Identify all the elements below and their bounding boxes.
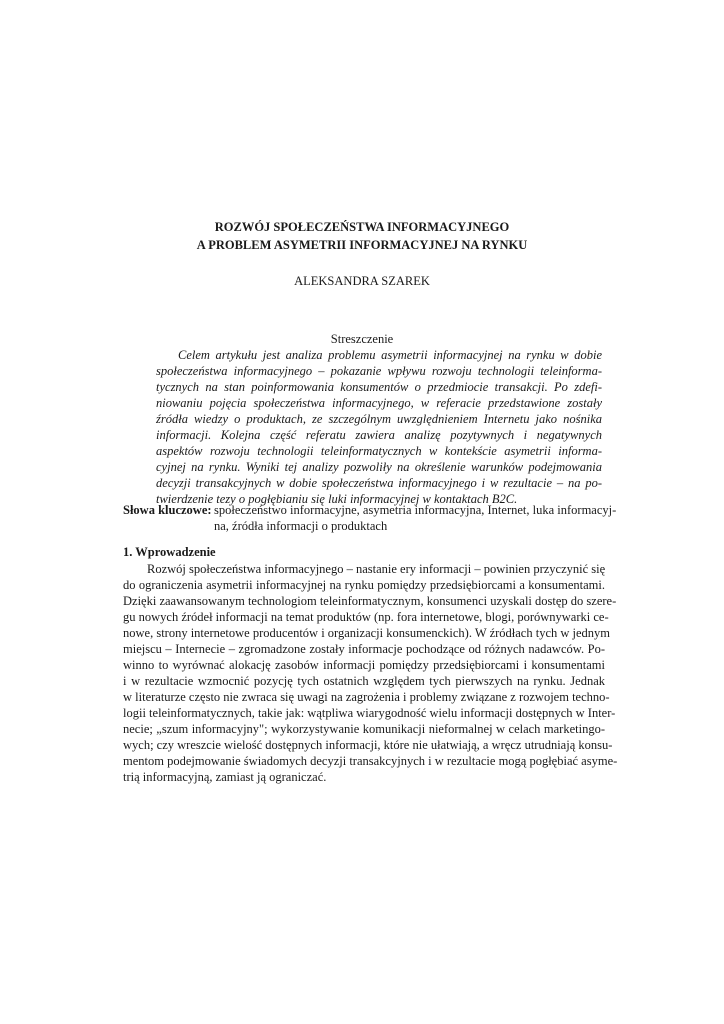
body-line: gu nowych źródeł informacji na temat produktów (np. fora internetowe, blogi, porównywarki ce- xyxy=(123,610,609,624)
keywords-line-2: na, źródła informacji o produktach xyxy=(214,519,388,533)
body-line: wych; czy wreszcie wielość dostępnych informacji, które nie ułatwiają, a wręcz utrudniają konsu- xyxy=(123,738,613,752)
abstract-line: aspektów rozwoju technologii teleinformatycznych w kontekście asymetrii informa- xyxy=(156,444,602,458)
body-line: Dzięki zaawansowanym technologiom teleinformatycznym, konsumenci uzyskali dostęp do szere- xyxy=(123,594,617,608)
abstract-line: źródła wiedzy o produktach, ze szczególnym uwzględnieniem Internetu jako nośnika xyxy=(156,412,602,426)
body-line: logii teleinformatycznych, takie jak: wątpliwa wiarygodność wielu informacji dostępnych w Inter- xyxy=(123,706,616,720)
body-line: mentom podejmowanie świadomych decyzji transakcyjnych i w rezultacie mogą pogłębiać asyme- xyxy=(123,754,618,768)
keywords-line-1: społeczeństwo informacyjne, asymetria informacyjna, Internet, luka informacyj- xyxy=(214,503,617,517)
body-line: i w rezultacie wzmocnić pozycję tych ostatnich względem tych pierwszych na rynku. Jednak xyxy=(123,674,605,688)
keywords-label: Słowa kluczowe: xyxy=(123,503,212,517)
body-line: trią informacyjną, zamiast ją ograniczać. xyxy=(123,770,327,784)
abstract-line: cyjnej na rynku. Wyniki tej analizy pozwoliły na określenie warunków podejmowania xyxy=(156,460,602,474)
abstract-line: Celem artykułu jest analiza problemu asymetrii informacyjnej na rynku w dobie xyxy=(178,348,602,362)
abstract-line: informacji. Kolejna część referatu zawiera analizę pozytywnych i negatywnych xyxy=(156,428,602,442)
abstract-line: tycznych na stan poinformowania konsumentów o przedmiocie transakcji. Po zdefi- xyxy=(156,380,602,394)
body-line: winno to wyrównać alokację zasobów informacji pomiędzy przedsiębiorcami i konsumentami xyxy=(123,658,605,672)
body-line: necie; „szum informacyjny"; wykorzystywanie komunikacji nieformalnej w celach marketingo- xyxy=(123,722,605,736)
title-line-2: A PROBLEM ASYMETRII INFORMACYJNEJ NA RYNKU xyxy=(196,238,528,252)
title-line-1: ROZWÓJ SPOŁECZEŃSTWA INFORMACYJNEGO xyxy=(214,220,510,234)
body-line: nowe, strony internetowe producentów i organizacji konsumenckich). W źródłach tych w jednym xyxy=(123,626,611,640)
body-line: w literaturze często nie zwraca się uwagi na zagrożenia i problemy związane z rozwojem techno- xyxy=(123,690,610,704)
author-name: ALEKSANDRA SZAREK xyxy=(294,274,430,288)
body-line: do ograniczenia asymetrii informacyjnej na rynku pomiędzy przedsiębiorcami a konsumentami. xyxy=(123,578,605,592)
section-heading: 1. Wprowadzenie xyxy=(123,545,216,559)
body-line: miejscu – Internecie – zgromadzone zostały informacje pochodzące od różnych nadawców. Po- xyxy=(123,642,605,656)
abstract-line: niowaniu pojęcia społeczeństwa informacyjnego, w referacie przedstawione zostały xyxy=(156,396,602,410)
abstract-line: twierdzenie tezy o pogłębianiu się luki informacyjnej w kontaktach B2C. xyxy=(156,492,518,506)
abstract-line: decyzji transakcyjnych w dobie społeczeństwa informacyjnego i w rezultacie – na po- xyxy=(156,476,602,490)
abstract-heading: Streszczenie xyxy=(330,332,394,346)
abstract-line: społeczeństwa informacyjnego – pokazanie wpływu rozwoju technologii teleinforma- xyxy=(156,364,602,378)
body-line: Rozwój społeczeństwa informacyjnego – nastanie ery informacji – powinien przyczynić się xyxy=(147,562,606,576)
